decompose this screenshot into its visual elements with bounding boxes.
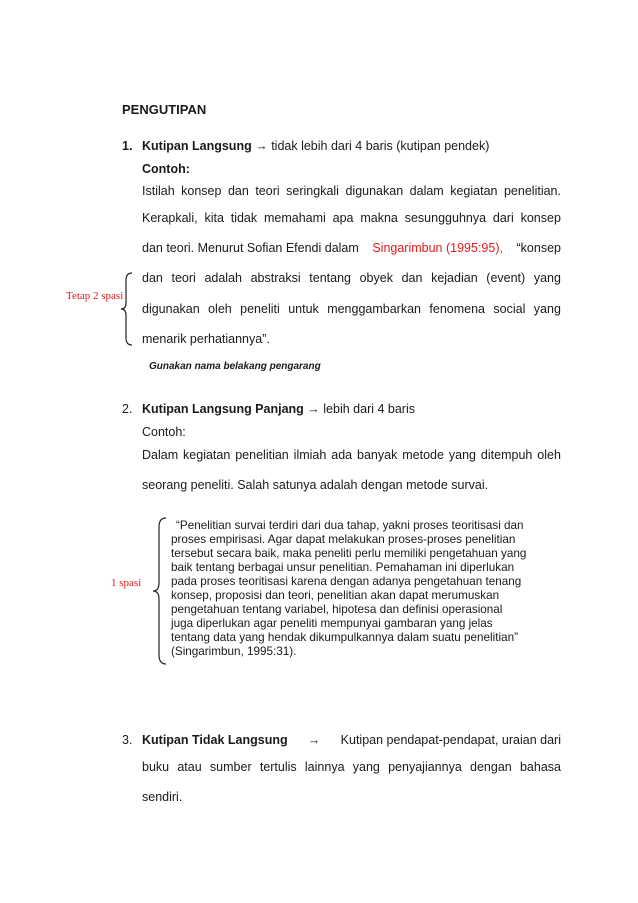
section-1-line-3 — [142, 241, 561, 255]
word: Istilah — [142, 184, 175, 198]
section-3-number: 3. — [122, 733, 133, 747]
section-1-line-6: menarik perhatiannya”. — [142, 332, 270, 346]
quote-line: proses empirisasi. Agar dapat melakukan proses-proses penelitian — [171, 533, 516, 546]
section-1-number: 1. — [122, 139, 133, 153]
block-quote — [171, 519, 561, 659]
word: kita — [204, 211, 224, 225]
section-1-heading: Kutipan Langsung — [142, 139, 252, 153]
text-run: dan teori. Menurut Sofian Efendi dalam — [142, 241, 359, 255]
word: penyajiannya — [388, 760, 462, 774]
word: sumber — [209, 760, 252, 774]
word: penelitian — [235, 448, 289, 462]
word: dan — [142, 271, 163, 285]
quote-line: pada proses teoritisasi karena dengan adanya pengetahuan tenang — [171, 575, 522, 588]
word: (event) — [486, 271, 526, 285]
word: tentang — [309, 271, 351, 285]
page-title: PENGUTIPAN — [122, 102, 207, 117]
word: ilmiah — [293, 448, 327, 462]
quote-line: “Penelitian survai terdiri dari dua tahap, yakni proses teoritisasi dan — [176, 519, 524, 532]
word: obyek — [359, 271, 393, 285]
word: oleh — [208, 302, 232, 316]
section-2-line-1 — [142, 448, 561, 462]
word: teori — [255, 184, 280, 198]
word: yang — [448, 448, 476, 462]
quote-line: konsep, proposisi dan teori, penelitian akan dapat merumuskan — [171, 589, 500, 602]
word: menggambarkan — [327, 302, 421, 316]
section-1-heading-desc: tidak lebih dari 4 baris (kutipan pendek) — [271, 139, 490, 153]
word: buku — [142, 760, 170, 774]
arrow-icon: → — [307, 402, 320, 416]
word: social — [493, 302, 526, 316]
word: Kerapkali, — [142, 211, 198, 225]
word: fenomena — [429, 302, 486, 316]
section-2-heading: Kutipan Langsung Panjang — [142, 402, 304, 416]
word: dan — [401, 271, 423, 285]
word: yang — [352, 760, 380, 774]
word: penelitian. — [503, 184, 561, 198]
section-3-line-2 — [142, 760, 561, 774]
arrow-icon: → — [255, 139, 268, 153]
word: makna — [360, 211, 398, 225]
word: digunakan — [142, 302, 200, 316]
arrow-icon: → — [307, 733, 321, 747]
spacing-label-single: 1 spasi — [111, 577, 142, 589]
text-run: “konsep — [516, 241, 561, 255]
word: atau — [177, 760, 202, 774]
word: ditempuh — [480, 448, 533, 462]
word: memahami — [263, 211, 326, 225]
word: adalah — [204, 271, 242, 285]
word: metode — [402, 448, 444, 462]
quote-line: baik tentang berbagai unsur penelitian. Pemahaman ini diperlukan — [171, 561, 515, 574]
word: peneliti — [240, 302, 280, 316]
quote-line: pengetahuan tentang variabel, hipotesa dan definisi operasional — [171, 603, 503, 616]
section-1-line-2 — [142, 211, 561, 225]
word: ada — [331, 448, 353, 462]
brace-icon — [120, 272, 134, 346]
word: bahasa — [519, 760, 561, 774]
quote-line: tersebut secara baik, maka peneliti perlu memiliki pengetahuan yang — [171, 547, 527, 560]
word: yang — [533, 302, 561, 316]
section-3-heading: Kutipan Tidak Langsung — [142, 733, 288, 747]
word: lainnya — [304, 760, 345, 774]
citation-text: Singarimbun (1995:95), — [372, 241, 503, 255]
quote-line: tentang data yang hendak dikumpulkannya dalam suatu penelitian” — [171, 631, 518, 644]
word: seringkali — [286, 184, 339, 198]
word: tidak — [230, 211, 258, 225]
word: konsep — [520, 211, 561, 225]
word: kegiatan — [450, 184, 498, 198]
section-2-example-label: Contoh: — [142, 425, 186, 439]
word: tertulis — [259, 760, 297, 774]
word: oleh — [537, 448, 561, 462]
section-2-heading-line — [142, 402, 415, 416]
section-3-line-3: sendiri. — [142, 790, 183, 804]
section-1-heading-line — [142, 139, 489, 153]
word: konsep — [181, 184, 222, 198]
word: abstraksi — [250, 271, 301, 285]
section-1-example-label: Contoh: — [142, 162, 190, 176]
word: yang — [533, 271, 561, 285]
word: dengan — [470, 760, 512, 774]
quote-line: (Singarimbun, 1995:31). — [171, 645, 297, 658]
spacing-label-double: Tetap 2 spasi — [66, 290, 124, 302]
section-2-heading-desc: lebih dari 4 baris — [323, 402, 415, 416]
word: apa — [332, 211, 354, 225]
section-1-line-5 — [142, 302, 561, 316]
word: dari — [492, 211, 514, 225]
section-2-line-2: seorang peneliti. Salah satunya adalah dengan metode survai. — [142, 478, 489, 492]
section-2-number: 2. — [122, 402, 133, 416]
word: dalam — [409, 184, 444, 198]
word: Dalam — [142, 448, 179, 462]
brace-icon — [152, 517, 168, 665]
word: teori — [171, 271, 196, 285]
word: sesungguhnya — [404, 211, 487, 225]
word: kegiatan — [183, 448, 231, 462]
word: untuk — [288, 302, 319, 316]
word: kejadian — [431, 271, 478, 285]
word: banyak — [357, 448, 398, 462]
section-3-heading-desc: Kutipan pendapat-pendapat, uraian dari — [340, 733, 561, 747]
section-1-line-4 — [142, 271, 561, 285]
word: dan — [227, 184, 249, 198]
quote-line: juga diperlukan agar peneliti mempunyai gambaran yang jelas — [171, 617, 493, 630]
section-1-line-1 — [142, 184, 561, 198]
section-3-heading-line — [142, 733, 561, 747]
word: digunakan — [345, 184, 404, 198]
author-name-note: Gunakan nama belakang pengarang — [149, 361, 321, 372]
